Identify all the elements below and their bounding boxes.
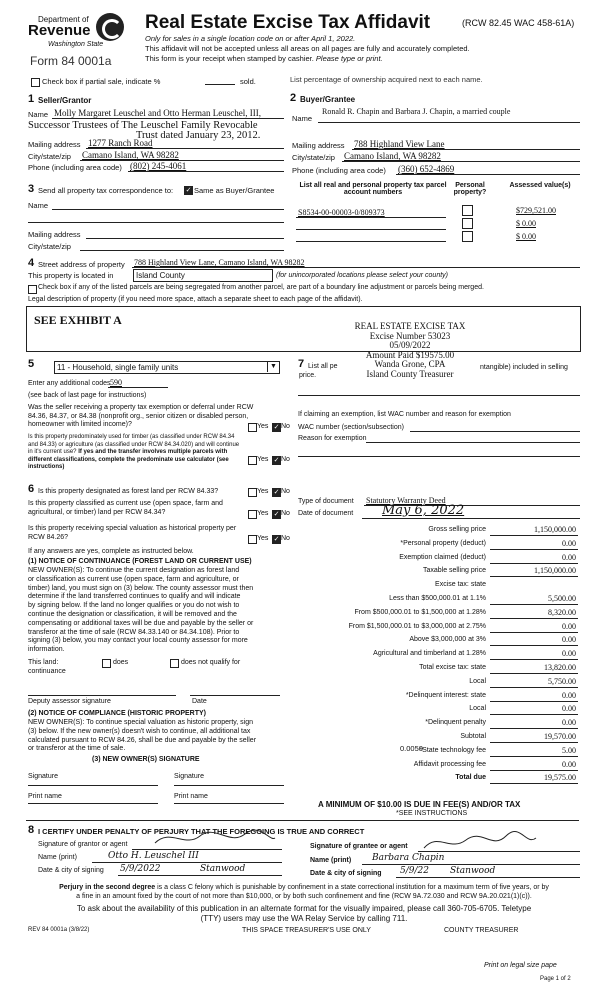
tax-row-value[interactable]: 0.00 [562, 691, 576, 700]
grantee-date-label: Date & city of signing [310, 870, 382, 877]
buyer-city-label: City/state/zip [292, 153, 335, 162]
certify-statement: I CERTIFY UNDER PENALTY OF PERJURY THAT THE FOREGOING IS TRUE AND CORRECT [38, 827, 365, 836]
grantee-date-line [396, 877, 580, 878]
unincorporated-note: (for unincorporated locations please select your county) [276, 272, 448, 279]
q2-no-checkbox[interactable]: ✓ [273, 457, 280, 464]
buyer-phone-label: Phone (including area code) [292, 166, 386, 175]
q3-yes-label: Yes [257, 488, 269, 495]
partial-percent-field[interactable] [205, 84, 235, 85]
notice-1-line: NEW OWNER(S): To continue the current designation as forest land [28, 567, 240, 574]
notice-1-line: signing (3) below, you may contact your local county assessor for more [28, 637, 248, 645]
seller-name-line2: Successor Trustees of The Leuschel Family Revocable [28, 120, 258, 131]
does-not-checkbox[interactable] [170, 659, 179, 668]
revenue-logo-icon [96, 13, 124, 41]
street-address-label: Street address of property [38, 260, 125, 269]
does-not-label: does not qualify for [181, 659, 241, 666]
correspondence-name-line2 [28, 222, 284, 223]
grantor-signature-label: Signature of grantor or agent [38, 841, 128, 848]
additional-codes-line [108, 387, 168, 388]
grantee-name-line [362, 864, 580, 865]
doc-date-value[interactable]: May 6, 2022 [382, 503, 465, 518]
q4-no-label: No [281, 510, 290, 517]
correspondence-city-label: City/state/zip [28, 242, 71, 251]
section-8-number: 8 [28, 824, 35, 836]
owner-print-label-1: Print name [28, 793, 62, 800]
county-treasurer-label: COUNTY TREASURER [444, 927, 519, 934]
seller-name-line [52, 118, 284, 119]
reason-field-2[interactable] [298, 456, 580, 457]
owner-print-label-2: Print name [174, 793, 208, 800]
tax-row-value[interactable]: 5,500.00 [548, 594, 576, 603]
form-subtitle-3: This form is your receipt when stamped by cashier. Please type or print. [145, 54, 383, 63]
q4-yes-label: Yes [257, 510, 269, 517]
seller-phone-value[interactable]: (802) 245-4061 [130, 161, 187, 171]
tax-row-value[interactable]: 0.00 [562, 649, 576, 658]
seller-heading: Seller/Grantor [38, 96, 92, 105]
tax-row-line [490, 563, 578, 564]
owner-print-field-2[interactable] [174, 803, 284, 804]
grantee-signature-drawing [420, 830, 540, 854]
tax-row-value[interactable]: 19,575.00 [544, 773, 576, 782]
wac-field[interactable] [410, 431, 580, 432]
tax-row-line [490, 742, 578, 743]
land-use-select-value: 11 - Household, single family units [57, 363, 179, 372]
if-any-note: If any answers are yes, complete as instructed below. [28, 548, 194, 555]
tax-row-value[interactable]: 0.00 [562, 622, 576, 631]
stamp-line-4: Amount Paid $19575.00 [365, 349, 455, 360]
buyer-mailing-value[interactable]: 788 Highland View Lane [354, 139, 445, 149]
notice-1-line: or classification as current use (open space, farm and agriculture, or [28, 575, 239, 583]
q2-yes-checkbox[interactable] [248, 456, 257, 465]
section-5-number: 5 [28, 358, 35, 370]
tax-row-line [490, 632, 578, 633]
correspondence-label: Send all property tax correspondence to: [38, 186, 174, 195]
tax-row-line [490, 701, 578, 702]
notice-1-line: timber) land, you must sign on (3) below. The county assessor must then [28, 584, 254, 592]
doc-type-label: Type of document [298, 498, 354, 505]
grantor-name-value[interactable]: Otto H. Leuschel III [108, 851, 199, 861]
grantee-city-value[interactable]: Stanwood [450, 866, 496, 876]
tax-row-label: Total excise tax: state [419, 664, 486, 671]
forest-question: Is this property designated as forest land per RCW 84.33? [38, 488, 219, 495]
notice-1-title: (1) NOTICE OF CONTINUANCE (FOREST LAND OR CURRENT USE) [28, 558, 252, 565]
owner-signature-label-1: Signature [28, 773, 58, 780]
grantee-name-value[interactable]: Barbara Chapin [372, 853, 445, 863]
buyer-mailing-label: Mailing address [292, 141, 345, 150]
notice-1-body [28, 567, 253, 655]
buyer-phone-line [396, 174, 580, 175]
notice-3-title: (3) NEW OWNER(S) SIGNATURE [92, 756, 200, 763]
section-7-label-a: List all pe [308, 363, 338, 370]
tax-row-value[interactable]: 0.00 [562, 553, 576, 562]
assessed-1-value[interactable]: $729,521.00 [516, 206, 556, 215]
tax-row-value[interactable]: 5.00 [562, 746, 576, 755]
notice-1-line: compensating or additional taxes will be due and payable by the seller or [28, 619, 254, 627]
doc-date-label: Date of document [298, 510, 354, 517]
tax-row-label: Local [469, 705, 486, 712]
tax-row-line [490, 673, 578, 674]
minimum-note: A MINIMUM OF $10.00 IS DUE IN FEE(S) AND/OR TAX [318, 800, 521, 809]
buyer-name-line [318, 122, 580, 123]
dept-logo-text: Revenue [28, 22, 91, 39]
grantor-date-label: Date & city of signing [38, 867, 104, 874]
tax-row-value[interactable]: 0.00 [562, 718, 576, 727]
seller-mailing-value[interactable]: 1277 Ranch Road [88, 138, 153, 148]
tax-row-label: *Delinquent interest: state [405, 692, 486, 699]
personal-1-checkbox[interactable] [462, 205, 473, 216]
exemption-label: If claiming an exemption, list WAC number and reason for exemption [298, 411, 511, 418]
owner-signature-field-1[interactable] [28, 785, 158, 786]
q5-no-label: No [281, 535, 290, 542]
tax-row-line [490, 604, 578, 605]
doc-date-line [362, 518, 580, 519]
seller-city-label: City/state/zip [28, 152, 71, 161]
grantee-name-label: Name (print) [310, 857, 352, 864]
grantee-signature-label: Signature of grantee or agent [310, 843, 408, 850]
q2-yes-label: Yes [257, 456, 269, 463]
tax-row-value[interactable]: 0.00 [562, 539, 576, 548]
tax-row-line [490, 728, 578, 729]
located-in-label: This property is located in [28, 271, 114, 280]
tax-row-value[interactable]: 0.00 [562, 704, 576, 713]
grantee-date-value[interactable]: 5/9/22 [400, 866, 429, 876]
deputy-signature-label: Deputy assessor signature [28, 698, 111, 705]
section-4-number: 4 [28, 257, 35, 269]
tax-row-line [490, 783, 578, 784]
q1-yes-label: Yes [257, 423, 269, 430]
q3-yes-checkbox[interactable] [248, 488, 257, 497]
form-subtitle-1: Only for sales in a single location code on or after April 1, 2022. [145, 34, 356, 43]
tax-row-value[interactable]: 1,150,000.00 [534, 525, 576, 534]
q5-no-checkbox[interactable]: ✓ [273, 536, 280, 543]
current-use-question: Is this property classified as current use (open space, farm and agricultural, or timber) land per RCW 84.34? [28, 500, 223, 516]
additional-codes-value[interactable]: 590 [110, 378, 122, 387]
see-instructions-note: *SEE INSTRUCTIONS [396, 810, 468, 817]
correspondence-mailing-label: Mailing address [28, 230, 81, 239]
tax-row-label: Total due [455, 774, 486, 781]
tax-row-label: Excise tax: state [435, 581, 486, 588]
perjury-rest-1: is a class C felony which is punishable by confinement in a state correctional institution for a maximum term of five years, or by [155, 884, 549, 891]
buyer-phone-value[interactable]: (360) 652-4869 [398, 164, 455, 174]
revision-label: REV 84 0001a (3/8/22) [28, 927, 90, 933]
personal-property-field[interactable] [298, 395, 580, 396]
parcel-3-field[interactable] [296, 241, 446, 242]
tax-row-label: From $500,000.01 to $1,500,000 at 1.28% [354, 609, 486, 616]
deputy-date-field[interactable] [190, 695, 280, 696]
form-rcw: (RCW 82.45 WAC 458-61A) [462, 18, 575, 28]
grantor-city-value[interactable]: Stanwood [200, 864, 246, 874]
legal-description-label: Legal description of property (if you need more space, attach a separate sheet to each page of the affidavit). [28, 296, 363, 303]
tax-row-label: *Delinquent penalty [425, 719, 486, 726]
seller-phone-label: Phone (including area code) [28, 163, 122, 172]
access-line-1: To ask about the availability of this publication in an alternate format for the visually impaired, please call 360-705-6705. Teletype [76, 904, 532, 913]
tax-row-line [490, 714, 578, 715]
tax-row-value[interactable]: 0.00 [562, 760, 576, 769]
tax-row-line [490, 618, 578, 619]
additional-codes-label: Enter any additional codes [28, 380, 111, 387]
tax-row-line [490, 756, 578, 757]
tax-row-label: Taxable selling price [422, 567, 486, 574]
personal-3-checkbox[interactable] [462, 231, 473, 242]
dept-line1: Department of [38, 15, 89, 24]
tax-row-label: Affidavit processing fee [413, 761, 486, 768]
form-subtitle-2: This affidavit will not be accepted unless all areas on all pages are fully and accurately completed. [145, 44, 470, 53]
does-checkbox[interactable] [102, 659, 111, 668]
stamp-line-1: REAL ESTATE EXCISE TAX [354, 321, 466, 331]
tax-row-value[interactable]: 1,150,000.00 [534, 566, 576, 575]
legal-description-value: SEE EXHIBIT A [34, 313, 122, 327]
notice-2-title: (2) NOTICE OF COMPLIANCE (HISTORIC PROPERTY) [28, 710, 206, 717]
buyer-city-value[interactable]: Camano Island, WA 98282 [344, 151, 441, 161]
county-select[interactable]: Island County [133, 269, 273, 282]
notice-2-line: or transferor at the time of sale. [28, 745, 126, 753]
tax-row-label: Less than $500,000.01 at 1.1% [389, 595, 486, 602]
does-label: does [113, 659, 129, 666]
seller-name-line3: Trust dated January 23, 2012. [136, 130, 261, 141]
tax-row-value[interactable]: 19,570.00 [544, 732, 576, 741]
wac-label: WAC number (section/subsection) [298, 424, 404, 431]
personal-column-header: Personal property? [453, 182, 487, 196]
owner-print-field-1[interactable] [28, 803, 158, 804]
tax-row-label: *State technology fee [419, 747, 486, 754]
grantor-signature-drawing [150, 828, 280, 850]
tax-row-line [490, 549, 578, 550]
buyer-city-line [342, 161, 580, 162]
page-number: Page 1 of 2 [540, 976, 571, 982]
tax-row-line [490, 770, 578, 771]
q4-no-checkbox[interactable]: ✓ [273, 511, 280, 518]
tax-row-label: *Personal property (deduct) [400, 540, 486, 547]
this-land-label: This land: [28, 659, 59, 666]
see-back-note: (see back of last page for instructions) [28, 392, 147, 399]
q4-yes-checkbox[interactable] [248, 510, 257, 519]
same-as-buyer-checkbox[interactable]: ✓ [185, 187, 192, 194]
grantor-name-line [92, 862, 282, 863]
deputy-date-label: Date [192, 698, 207, 705]
stamp-line-3: 05/09/2022 [389, 340, 431, 350]
stamp-rule-left [300, 351, 342, 352]
buyer-mailing-line [352, 149, 580, 150]
boundary-checkbox[interactable] [28, 285, 37, 294]
owner-signature-label-2: Signature [174, 773, 204, 780]
seller-phone-line [128, 171, 284, 172]
street-address-value[interactable]: 788 Highland View Lane, Camano Island, WA 98282 [134, 258, 305, 267]
section-3-number: 3 [28, 183, 35, 195]
tax-row-value[interactable]: 5,750.00 [548, 677, 576, 686]
q1-no-label: No [281, 423, 290, 430]
assessed-2-value[interactable]: $ 0.00 [516, 219, 536, 228]
assessed-3-value[interactable]: $ 0.00 [516, 232, 536, 241]
tax-row-label: Agricultural and timberland at 1.28% [373, 650, 486, 657]
grantor-date-value[interactable]: 5/9/2022 [120, 864, 161, 874]
owner-signature-field-2[interactable] [174, 785, 284, 786]
correspondence-mailing-field[interactable] [86, 238, 284, 239]
grantor-date-line [118, 875, 282, 876]
partial-sold-label: sold. [240, 77, 256, 86]
perjury-line-2: a fine in an amount fixed by the court of not more than $10,000, or by both such confinement and fine (RCW 9A.72.030 and RCW 9A.20.021(1)(c)). [76, 893, 532, 900]
q3-no-checkbox[interactable]: ✓ [273, 489, 280, 496]
parcel-column-header: List all real and personal property tax parcel account numbers [299, 182, 447, 196]
stamp-line-2: Excise Number 53023 [369, 330, 451, 341]
notice-1-line: transferor at the time of sale (RCW 84.33.140 or 84.34.108). Prior to [28, 628, 240, 636]
notice-1-line: information. [28, 646, 65, 654]
tax-row-line [490, 687, 578, 688]
local-rate-value: 0.0050 [400, 744, 423, 753]
section-6-number: 6 [28, 483, 35, 495]
tax-row-label: Subtotal [460, 733, 486, 740]
treasurer-use-label: THIS SPACE TREASURER'S USE ONLY [242, 927, 371, 934]
notice-2-line: calculated pursuant to RCW 84.26, shall be due and payable by the seller [28, 736, 257, 744]
tax-row-label: Exemption claimed (deduct) [399, 554, 486, 561]
tax-row-value[interactable]: 13,820.00 [544, 663, 576, 672]
grantor-name-label: Name (print) [38, 854, 77, 861]
timber-question-text: Is this property predominately used for timber (as classified under RCW 84.34 and 84.33) or agriculture (as classified under RCW 84.34.020) and will continue in it's current use? [28, 434, 240, 455]
q5-yes-label: Yes [257, 535, 269, 542]
street-address-line [132, 267, 580, 268]
tax-row-label: Local [469, 678, 486, 685]
parcel-1-line [296, 217, 446, 218]
notice-2-line: NEW OWNER(S): To continue special valuation as historic property, sign [28, 719, 253, 726]
correspondence-city-field[interactable] [80, 250, 284, 251]
buyer-heading: Buyer/Grantee [300, 95, 356, 104]
parcel-2-field[interactable] [296, 229, 446, 230]
historic-question: Is this property receiving special valuation as historical property per RCW 84.26? [28, 525, 237, 541]
tax-row-label: From $1,500,000.01 to $3,000,000 at 2.75% [348, 623, 486, 630]
tax-row-value[interactable]: 0.00 [562, 635, 576, 644]
correspondence-name-field[interactable] [52, 209, 284, 210]
tax-row-line [490, 659, 578, 660]
partial-sale-label: Check box if partial sale, indicate % [42, 77, 161, 86]
q1-yes-checkbox[interactable] [248, 423, 257, 432]
seller-name-value[interactable]: Molly Margaret Leuschel and Otto Herman Leuschel, III, [54, 108, 262, 118]
perjury-line-1 [28, 884, 580, 891]
notice-2-body [28, 719, 256, 754]
seller-mailing-label: Mailing address [28, 140, 81, 149]
section-7-label-b: price. [299, 372, 317, 379]
correspondence-name-label: Name [28, 201, 49, 210]
reason-label: Reason for exemption [298, 435, 367, 442]
tax-row-line [490, 535, 578, 536]
timber-question-note: If yes and the transfer involves multiple parcels with different classifications, complete the predominate use calculator (see instructions) [28, 449, 229, 470]
form-title: Real Estate Excise Tax Affidavit [145, 12, 431, 33]
tax-row-label: Gross selling price [428, 526, 486, 533]
exemption-question: Was the seller receiving a property tax exemption or deferral under RCW 84.36, 84.37, or 84.38 (nonprofit org., senior citizen or disabled person, homeowner with limited income)? [28, 404, 254, 428]
parcel-1-value[interactable]: S8534-00-00003-0/809373 [298, 208, 385, 217]
q2-no-label: No [281, 456, 290, 463]
assessed-column-header: Assessed value(s) [509, 182, 571, 189]
section-1-number: 1 [28, 93, 35, 105]
q1-no-checkbox[interactable]: ✓ [273, 424, 280, 431]
reason-field[interactable] [366, 442, 580, 443]
section-7-number: 7 [298, 358, 305, 370]
tax-row-label: Above $3,000,000 at 3% [409, 636, 486, 643]
section-2-number: 2 [290, 92, 297, 104]
tax-row-line [490, 645, 578, 646]
chevron-down-icon[interactable]: ▼ [267, 361, 279, 372]
dept-line3: Washington State [48, 41, 104, 48]
buyer-name-label: Name [292, 114, 313, 123]
legal-paper-note: Print on legal size pape [484, 962, 557, 969]
buyer-name-value[interactable]: Ronald R. Chapin and Barbara J. Chapin, a married couple [322, 107, 511, 116]
seller-city-value[interactable]: Camano Island, WA 98282 [82, 150, 179, 160]
access-line-2: (TTY) users may use the WA Relay Service by calling 711. [200, 914, 408, 923]
notice-1-line: determine if the land transferred continues to qualify and will indicate [28, 593, 241, 601]
stamp-line-6: Island County Treasurer [366, 368, 454, 379]
land-use-select[interactable] [54, 361, 280, 374]
section-7-label-c: ntangible) included in selling [480, 364, 568, 371]
q5-yes-checkbox[interactable] [248, 535, 257, 544]
tax-row-value[interactable]: 8,320.00 [548, 608, 576, 617]
boundary-note: Check box if any of the listed parcels are being segregated from another parcel, are part of a boundary line adjustment or parcels being merged. [38, 284, 484, 291]
deputy-signature-field[interactable] [28, 695, 176, 696]
notice-1-line: by signing below. If the land no longer qualifies or you do not wish to [28, 602, 240, 610]
form-number: Form 84 0001a [30, 54, 112, 68]
q3-no-label: No [281, 488, 290, 495]
doc-type-value[interactable]: Statutory Warranty Deed [366, 496, 446, 505]
stamp-line-5: Wanda Grone, CPA [374, 359, 446, 369]
same-as-buyer-label: Same as Buyer/Grantee [194, 186, 275, 195]
ownership-note: List percentage of ownership acquired next to each name. [290, 75, 483, 84]
seller-name-label: Name [28, 110, 49, 119]
tax-row-line [490, 576, 578, 577]
seller-mailing-line [86, 148, 284, 149]
section-8-top-rule [26, 820, 579, 821]
timber-question [28, 434, 243, 472]
notice-2-line: (3) below. If the new owner(s) doesn't wish to continue, all additional tax [28, 727, 251, 735]
stamp-rule-right [450, 351, 492, 352]
continuance-label: continuance [28, 668, 66, 675]
notice-1-line: continue the designation or classification, it will be removed and the [28, 610, 237, 618]
personal-2-checkbox[interactable] [462, 218, 473, 229]
perjury-bold: Perjury in the second degree [59, 884, 156, 891]
partial-sale-checkbox[interactable] [31, 78, 40, 87]
